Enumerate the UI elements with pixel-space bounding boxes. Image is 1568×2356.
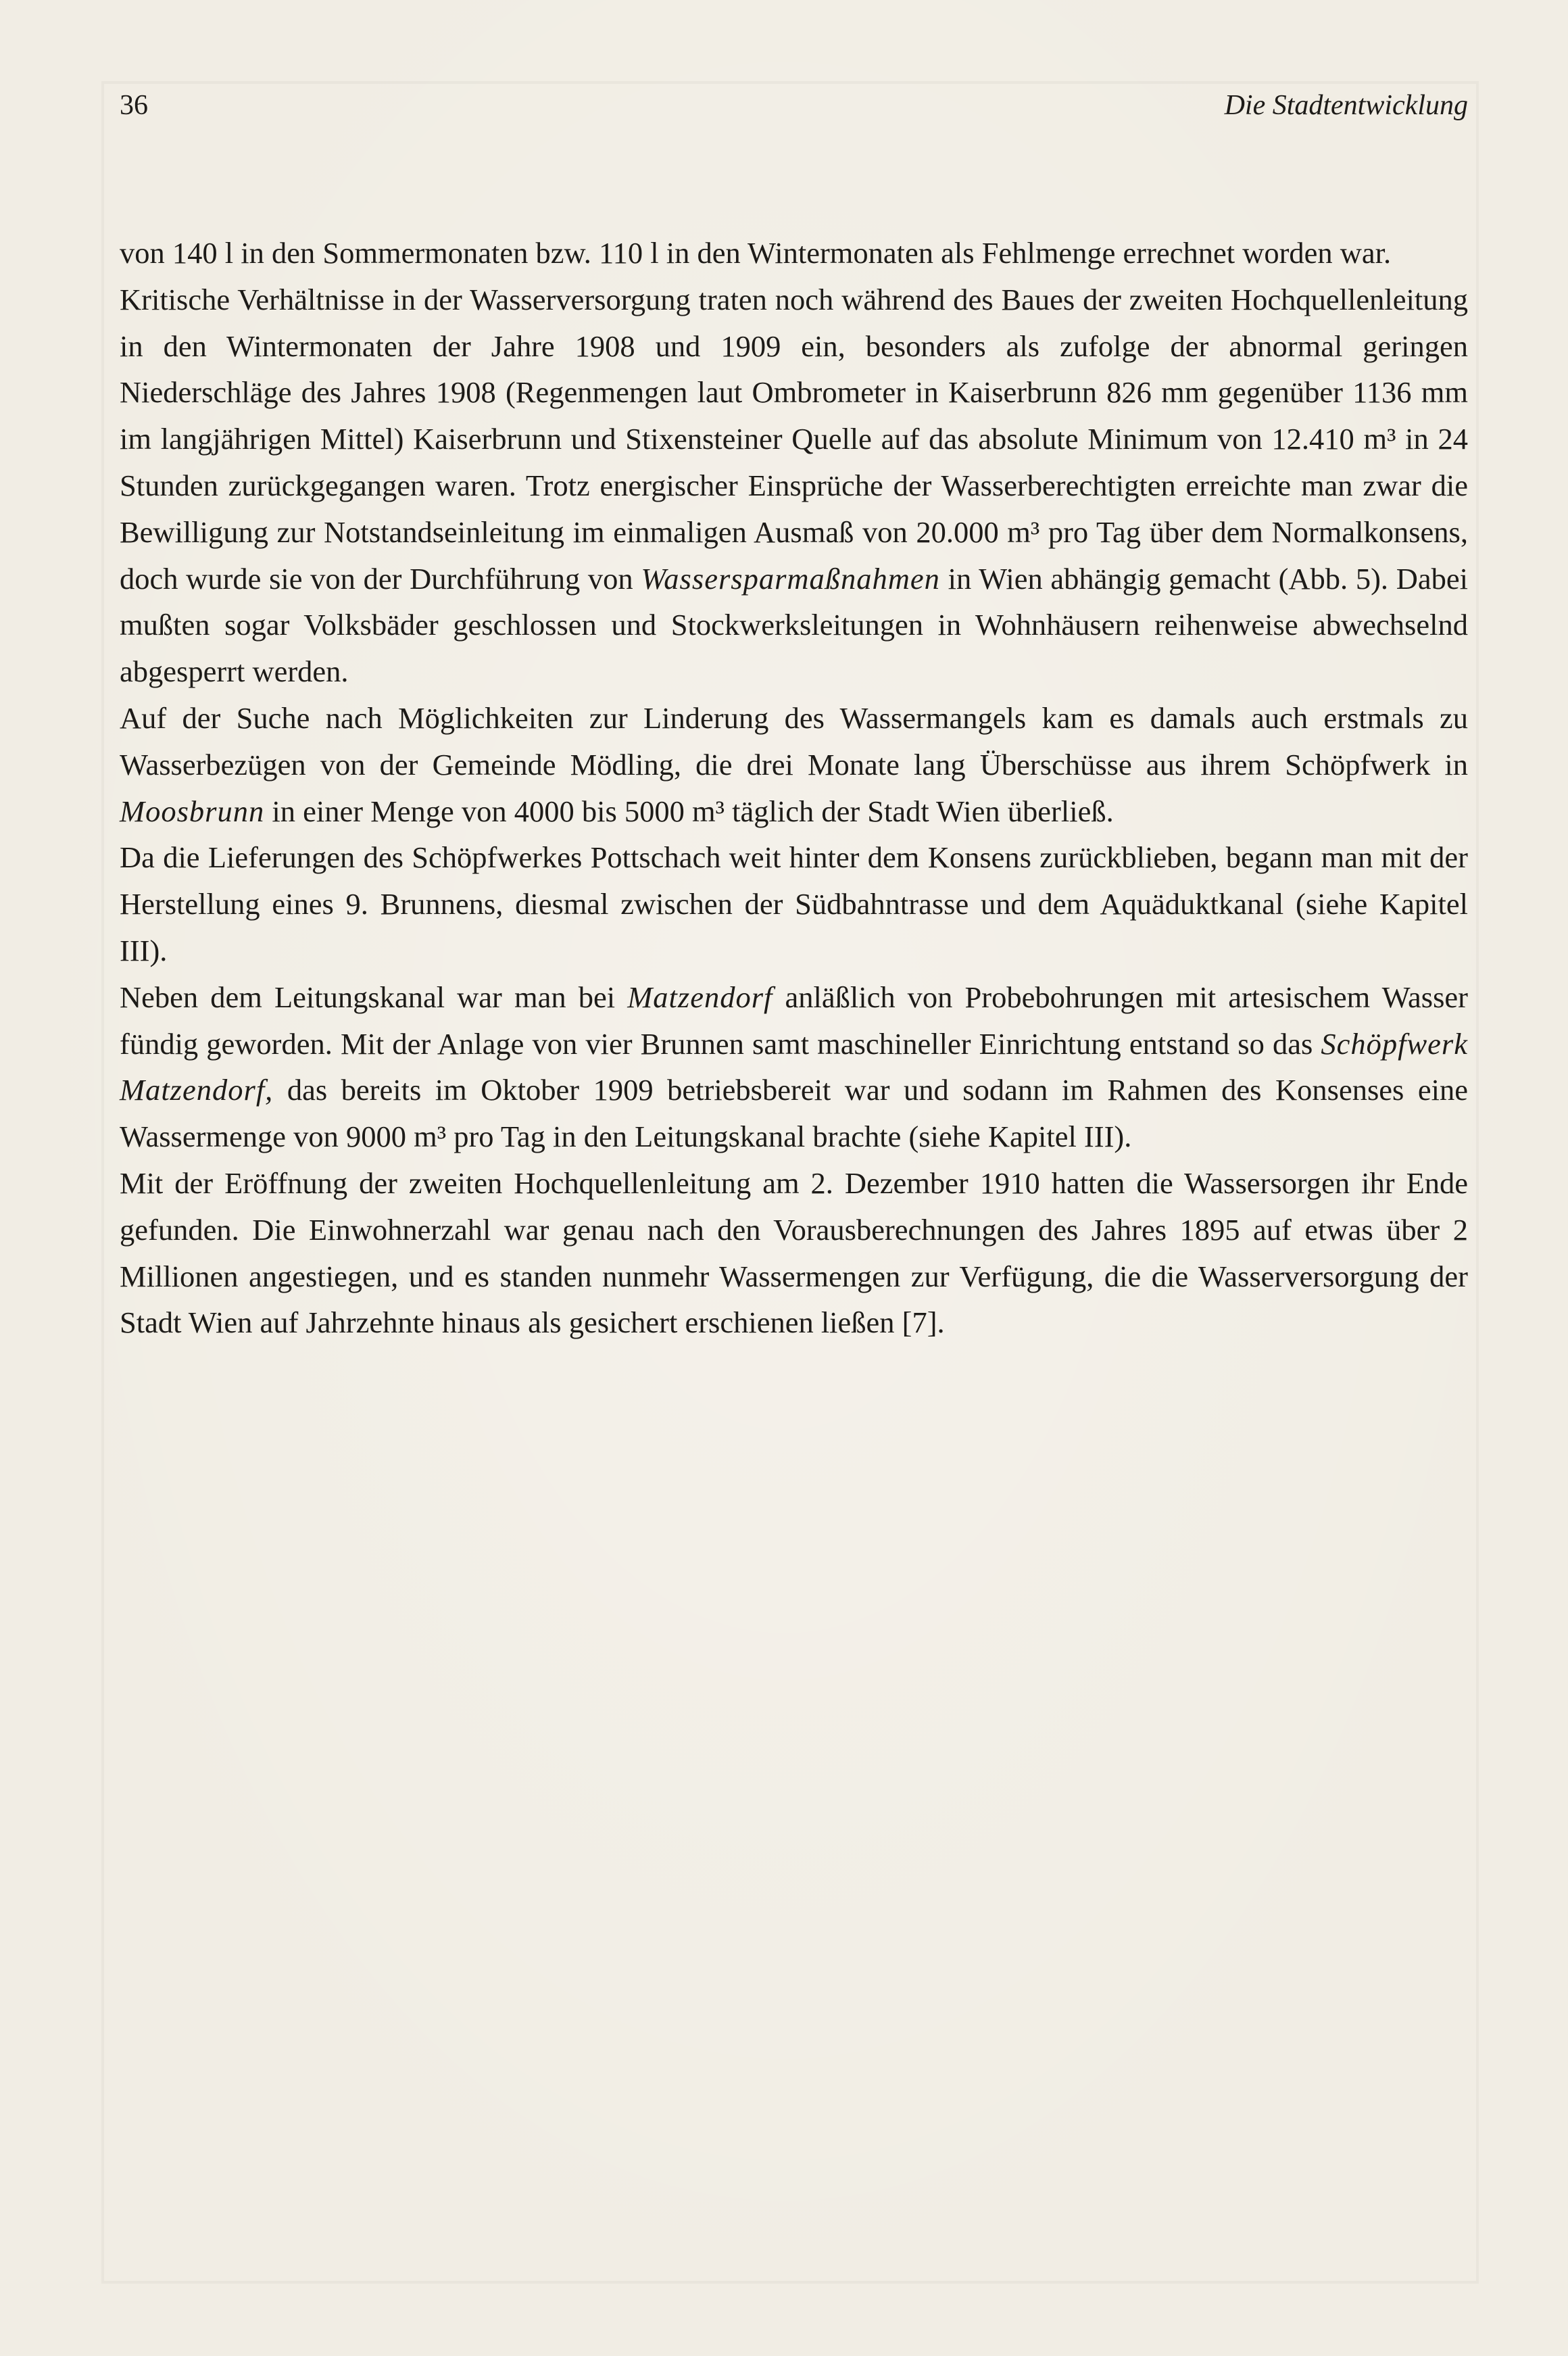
text-run: Kritische Verhältnisse in der Wasserversorgung traten noch während des Baues der zweiten Hochquellenleitung in den Wintermonaten der Jahre 1908 und 1909 ein, besonders als zufolge der abnormal geringen Niederschläge des Jahres 1908 (Regenmengen laut Ombrometer in Kaiserbrunn 826 mm gegenüber 1136 mm im langjährigen Mittel) Kaiserbrunn und Stixensteiner Quelle auf das absolute Minimum von 12.410 m³ in 24 Stunden zurückgegangen waren. Trotz energischer Einsprüche der Wasserberechtigten erreichte man zwar die Bewilligung zur Notstandseinleitung im einmaligen Ausmaß von 20.000 m³ pro Tag über dem Normalkonsens, doch wurde sie von der Durchführung von <box>120 282 1468 596</box>
italic-term: Wassersparmaßnahmen <box>641 561 940 596</box>
paragraph <box>120 834 1468 973</box>
paragraph <box>120 1160 1468 1346</box>
italic-term: Schöpfwerk Matzendorf, <box>120 1026 1468 1107</box>
paragraph <box>120 230 1468 277</box>
text-run: Da die Lieferungen des Schöpfwerkes Pottschach weit hinter dem Konsens zurückblieben, begann man mit der Herstellung eines 9. Brunnens, diesmal zwischen der Südbahntrasse und dem Aquäduktkanal (siehe Kapitel III). <box>120 840 1468 967</box>
text-run: anläßlich von Probebohrungen mit artesischem Wasser fündig geworden. Mit der Anlage von vier Brunnen samt maschineller Einrichtung entstand so das <box>120 980 1468 1061</box>
text-run: Neben dem Leitungskanal war man bei <box>120 980 628 1014</box>
paragraph <box>120 974 1468 1160</box>
italic-term: Moosbrunn <box>120 794 265 828</box>
text-run: das bereits im Oktober 1909 betriebsbereit war und sodann im Rahmen des Konsenses eine Wassermenge von 9000 m³ pro Tag in den Leitungskanal brachte (siehe Kapitel III). <box>120 1073 1468 1154</box>
page-header <box>120 89 1468 137</box>
page-number: 36 <box>120 90 148 121</box>
paragraph <box>120 277 1468 695</box>
text-run: in Wien abhängig gemacht (Abb. 5). Dabei mußten sogar Volksbäder geschlossen und Stockwerksleitungen in Wohnhäusern reihenweise abwechselnd abgesperrt werden. <box>120 561 1468 689</box>
text-run: Mit der Eröffnung der zweiten Hochquellenleitung am 2. Dezember 1910 hatten die Wassersorgen ihr Ende gefunden. Die Einwohnerzahl war genau nach den Vorausberechnungen des Jahres 1895 auf etwas über 2 Millionen angestiegen, und es standen nunmehr Wassermengen zur Verfügung, die die Wasserversorgung der Stadt Wien auf Jahrzehnte hinaus als gesichert erschienen ließen [7]. <box>120 1165 1468 1340</box>
text-run: von 140 l in den Sommermonaten bzw. 110 l in den Wintermonaten als Fehlmenge errechnet worden war. <box>120 236 1392 270</box>
body-text <box>120 230 1468 1346</box>
text-run: Auf der Suche nach Möglichkeiten zur Linderung des Wassermangels kam es damals auch erstmals zu Wasserbezügen von der Gemeinde Mödling, die drei Monate lang Überschüsse aus ihrem Schöpfwerk in <box>120 700 1468 782</box>
running-title: Die Stadtentwicklung <box>1224 90 1468 121</box>
text-run: in einer Menge von 4000 bis 5000 m³ täglich der Stadt Wien überließ. <box>264 794 1114 828</box>
paragraph <box>120 695 1468 834</box>
italic-term: Matzendorf <box>627 980 773 1014</box>
